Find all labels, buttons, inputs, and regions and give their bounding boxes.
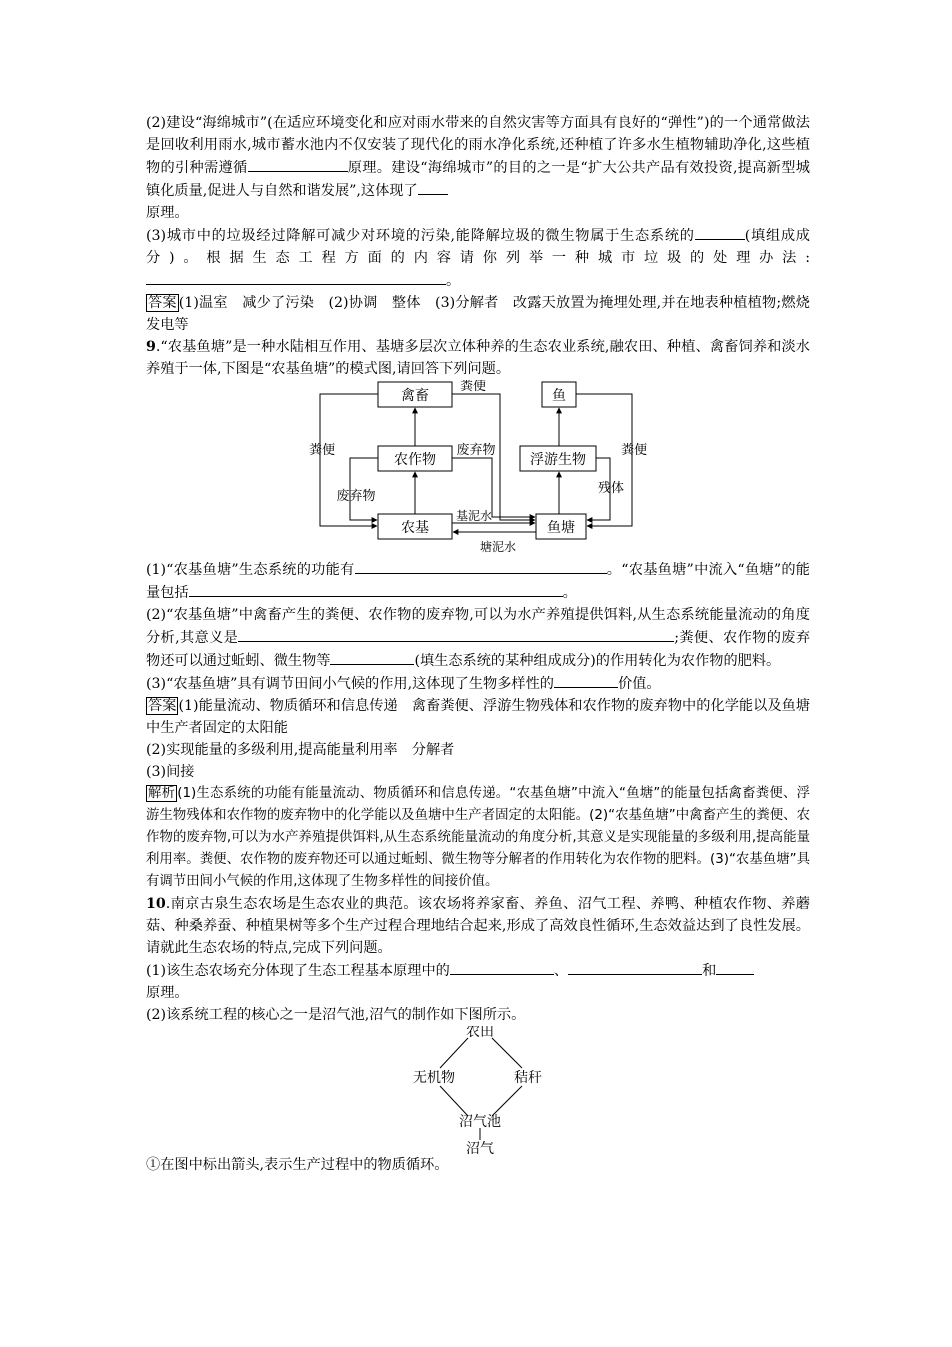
straw-label: 秸秆 — [514, 1070, 542, 1086]
answer-tag: 答案 — [148, 295, 177, 311]
waste-mid-label: 废弃物 — [456, 443, 496, 458]
poultry-label: 禽畜 — [401, 388, 429, 404]
biogas-diagram — [146, 1026, 810, 1154]
inorganic-label: 无机物 — [413, 1070, 455, 1086]
blank[interactable] — [450, 959, 554, 975]
blank[interactable] — [238, 626, 674, 642]
mud-water-label: 基泥水 — [455, 509, 493, 523]
question-number: 9 — [146, 339, 156, 355]
blank[interactable] — [554, 672, 618, 688]
q9-part1: (1)“农基鱼塘”生态系统的功能有 。“农基鱼塘”中流入“鱼塘”的能量包括 。 — [146, 558, 810, 604]
crops-label: 农作物 — [394, 452, 436, 468]
blank[interactable] — [418, 179, 448, 195]
pond-label: 鱼塘 — [547, 520, 575, 536]
page-content — [146, 112, 810, 1176]
blank[interactable] — [716, 959, 754, 975]
blank[interactable] — [189, 581, 563, 597]
q10-part2: (2)该系统工程的核心之一是沼气池,沼气的制作如下图所示。 — [146, 1007, 526, 1023]
q8-part3: (3)城市中的垃圾经过降解可减少对环境的污染,能降解垃圾的微生物属于生态系统的 (填组成成分)。根据生态工程方面的内容请你列举一种城市垃圾的处理办法:。 — [146, 224, 810, 292]
blank[interactable] — [146, 269, 446, 285]
q10-part3: ①在图中标出箭头,表示生产过程中的物质循环。 — [146, 1157, 449, 1173]
digester-label: 沼气池 — [459, 1114, 501, 1130]
manure-right-label: 粪便 — [620, 443, 648, 458]
explanation-tag: 解析 — [148, 786, 176, 801]
pond-mud-label: 塘泥水 — [479, 540, 517, 554]
q9-answer3: (3)间接 — [146, 764, 195, 780]
q9-explanation: 解析 (1)生态系统的功能有能量流动、物质循环和信息传递。“农基鱼塘”中流入“鱼塘”的能量包括禽畜粪便、浮游生物残体和农作物的废弃物中的化学能以及鱼塘中生产者固定的太阳能。(2)“农基鱼塘”中禽畜产生的粪便、农作物的废弃物,可以为水产养殖提供饵料,从生态系统能量流动的角度分析,其意义是实现能量的多级利用,提高能量利用率。粪便、农作物的废弃物还可以通过蚯蚓、微生物等分解者的作用转化为农作物的肥料。(3)“农基鱼塘”具有调节田间小气候的作用,这体现了生物多样性的间接价值。 — [146, 786, 810, 889]
base-label: 农基 — [401, 520, 429, 536]
q9-part2: (2)“农基鱼塘”中禽畜产生的粪便、农作物的废弃物,可以为水产养殖提供饵料,从生态系统能量流动的角度分析,其意义是 ;粪便、农作物的废弃物还可以通过蚯蚓、微生物等 (填生态系统的某种组成成分)的作用转化为农作物的肥料。 — [146, 607, 811, 669]
q8-answer: 答案 (1)温室 减少了污染 (2)协调 整体 (3)分解者 改露天放置为掩埋处理,并在地表种植植物;燃烧发电等 — [146, 295, 810, 333]
cycle-diagram-svg — [146, 380, 810, 558]
blank[interactable] — [248, 156, 348, 172]
residue-label: 残体 — [597, 481, 625, 496]
q8-part2: (2)建设“海绵城市”(在适应环境变化和应对雨水带来的自然灾害等方面具有良好的“弹性”)的一个通常做法是回收利用雨水,城市蓄水池内不仅安装了现代化的雨水净化系统,还种植了许多水生植物辅助净化,这些植物的引种需遵循 原理。建设“海绵城市”的目的之一是“扩大公共产品有效投资,提高新型城镇化质量,促进人与自然和谐发展”,这体现了 原理。 — [146, 115, 810, 221]
blank[interactable] — [695, 224, 745, 240]
fish-label: 鱼 — [552, 388, 566, 404]
q9-answer1: 答案 (1)能量流动、物质循环和信息传递 禽畜粪便、浮游生物残体和农作物的废弃物中的化学能以及鱼塘中生产者固定的太阳能 — [146, 698, 810, 736]
blank[interactable] — [568, 959, 702, 975]
blank[interactable] — [330, 649, 414, 665]
q10-intro: 10.南京古泉生态农场是生态农业的典范。该农场将养家畜、养鱼、沼气工程、养鸭、种植农作物、养蘑菇、种桑养蚕、种植果树等多个生产过程合理地结合起来,形成了高效良性循环,生态效益达到了良性发展。请就此生态农场的特点,完成下列问题。 — [146, 896, 810, 956]
q9-part3: (3)“农基鱼塘”具有调节田间小气候的作用,这体现了生物多样性的 价值。 — [146, 672, 810, 695]
plankton-label: 浮游生物 — [530, 452, 586, 468]
blank[interactable] — [355, 558, 607, 574]
nongji-yutang-diagram — [146, 380, 810, 558]
biogas-label: 沼气 — [466, 1141, 494, 1154]
manure-left-label: 粪便 — [308, 443, 336, 458]
answer-tag: 答案 — [148, 698, 177, 714]
manure-top-label: 粪便 — [459, 380, 487, 394]
waste-left-label: 废弃物 — [336, 489, 376, 504]
field-label: 农田 — [466, 1026, 494, 1040]
q9-answer2: (2)实现能量的多级利用,提高能量利用率 分解者 — [146, 742, 455, 758]
question-number: 10 — [146, 896, 166, 912]
q10-part1: (1)该生态农场充分体现了生态工程基本原理中的 、 和 原理。 — [146, 959, 810, 1004]
q9-intro: 9.“农基鱼塘”是一种水陆相互作用、基塘多层次立体种养的生态农业系统,融农田、种植、禽畜饲养和淡水养殖于一体,下图是“农基鱼塘”的模式图,请回答下列问题。 — [146, 339, 810, 377]
biogas-svg — [146, 1026, 810, 1154]
